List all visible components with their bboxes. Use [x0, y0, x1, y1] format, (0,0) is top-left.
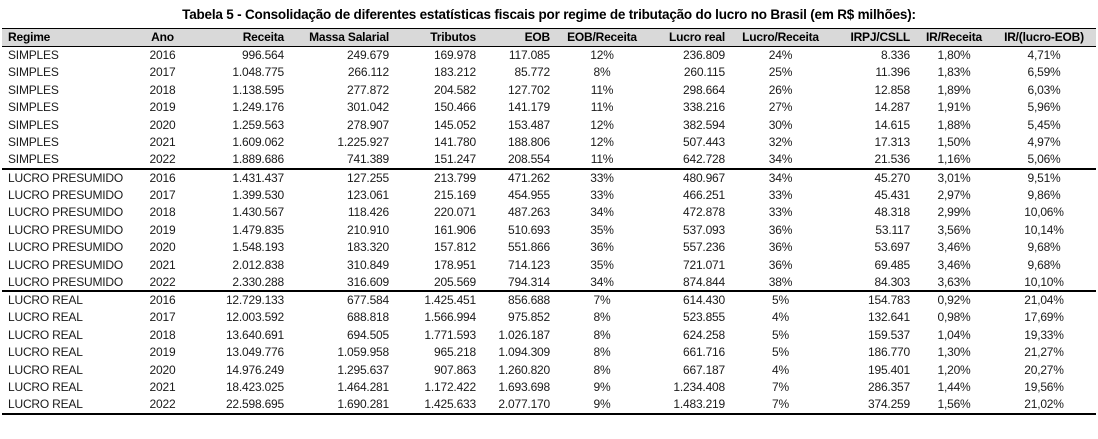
column-header-lucro-receita: Lucro/Receita	[731, 29, 830, 47]
column-header-ir-lucro-eob: IR/(lucro-EOB)	[992, 29, 1096, 47]
cell-irpj-csll: 17.313	[874, 135, 910, 150]
cell-ir-receita: 1,91%	[937, 100, 971, 115]
cell-tributos: 1.425.633	[424, 397, 476, 412]
cell-irpj-csll: 53.117	[875, 222, 910, 237]
cell-irpj-csll: 195.401	[868, 362, 910, 377]
column-header-eob: EOB	[482, 29, 556, 47]
cell-eob: 2.077.170	[498, 397, 550, 412]
column-header-receita: Receita	[185, 29, 290, 47]
cell-ano: 2019	[149, 222, 176, 237]
cell-ir-lucro-eob: 9,86%	[1027, 187, 1061, 202]
cell-ano: 2020	[149, 117, 176, 132]
cell-ir-receita: 0,98%	[937, 310, 971, 325]
table-title: Tabela 5 - Consolidação de diferentes estatísticas fiscais por regime de tributação do lucro no Brasil (em R$ milhões):	[182, 7, 916, 22]
cell-ano: 2019	[149, 345, 176, 360]
cell-lucro-receita: 36%	[768, 257, 793, 272]
cell-receita: 1.138.595	[232, 82, 284, 97]
cell-massa-salarial: 277.872	[347, 82, 389, 97]
cell-ir-receita: 1,30%	[937, 345, 971, 360]
cell-lucro-receita: 36%	[768, 240, 793, 255]
table-row-simples-2021	[2, 134, 1096, 152]
cell-ano: 2019	[149, 100, 176, 115]
cell-ir-lucro-eob: 4,71%	[1027, 48, 1061, 62]
cell-massa-salarial: 1.464.281	[337, 380, 389, 395]
cell-ir-receita: 3,46%	[937, 257, 971, 272]
column-header-regime: Regime	[2, 29, 140, 47]
cell-lucro-real: 642.728	[683, 152, 725, 167]
cell-ir-receita: 1,44%	[937, 380, 971, 395]
cell-massa-salarial: 310.849	[347, 257, 389, 272]
cell-lucro-real: 382.594	[683, 117, 725, 132]
cell-lucro-real: 661.716	[683, 345, 725, 360]
cell-lucro-receita: 38%	[768, 274, 793, 289]
regime-cell: SIMPLES	[8, 100, 59, 115]
cell-ano: 2021	[149, 380, 176, 395]
cell-ir-receita: 1,50%	[937, 135, 971, 150]
cell-eob-receita: 35%	[590, 222, 614, 237]
cell-ano: 2021	[149, 135, 176, 150]
cell-receita: 2.012.838	[232, 257, 284, 272]
cell-irpj-csll: 132.641	[868, 310, 910, 325]
cell-tributos: 220.071	[434, 205, 476, 220]
table-row-lucro-real-2022	[2, 396, 1096, 414]
cell-lucro-real: 260.115	[683, 65, 725, 80]
table-row-lucro-presumido-2017	[2, 186, 1096, 204]
cell-lucro-receita: 5%	[731, 291, 830, 309]
cell-lucro-real: 472.878	[683, 205, 725, 220]
table-row-lucro-real-2016	[2, 291, 1096, 309]
regime-cell: LUCRO REAL	[8, 380, 83, 395]
cell-ir-lucro-eob: 5,06%	[1027, 152, 1061, 167]
cell-eob-receita: 11%	[590, 100, 614, 115]
cell-irpj-csll: 53.697	[874, 240, 910, 255]
cell-massa-salarial: 266.112	[347, 65, 389, 80]
column-header-tributos: Tributos	[395, 29, 482, 47]
cell-massa-salarial: 1.295.637	[337, 362, 389, 377]
cell-eob-receita: 12%	[590, 117, 614, 132]
cell-massa-salarial: 278.907	[347, 117, 389, 132]
table-row-lucro-presumido-2020	[2, 239, 1096, 257]
regime-cell: LUCRO REAL	[8, 345, 83, 360]
cell-receita: 1.609.062	[232, 135, 284, 150]
cell-ano: 2016	[140, 169, 185, 187]
cell-ir-lucro-eob: 21,04%	[992, 291, 1096, 309]
cell-receita: 1.889.686	[232, 152, 284, 167]
cell-massa-salarial: 677.584	[290, 291, 395, 309]
cell-massa-salarial: 688.818	[347, 310, 389, 325]
cell-lucro-receita: 24%	[768, 48, 793, 62]
cell-receita: 1.548.193	[232, 240, 284, 255]
cell-ano: 2017	[149, 65, 176, 80]
regime-cell: LUCRO REAL	[8, 310, 83, 325]
cell-ir-receita: 3,56%	[937, 222, 971, 237]
cell-tributos: 205.569	[434, 274, 476, 289]
cell-massa-salarial: 127.255	[290, 169, 395, 187]
cell-lucro-real: 874.844	[683, 274, 725, 289]
cell-ir-lucro-eob: 6,03%	[1027, 82, 1061, 97]
cell-lucro-receita: 27%	[768, 100, 793, 115]
cell-lucro-receita: 34%	[731, 169, 830, 187]
cell-eob-receita: 34%	[590, 274, 614, 289]
cell-eob: 471.262	[482, 169, 556, 187]
regime-cell: LUCRO REAL	[2, 291, 140, 309]
cell-eob: 1.094.309	[498, 345, 550, 360]
cell-irpj-csll: 45.270	[830, 169, 916, 187]
cell-ano: 2020	[149, 240, 176, 255]
cell-massa-salarial: 249.679	[347, 48, 389, 62]
cell-ir-lucro-eob: 6,59%	[1027, 65, 1061, 80]
cell-receita: 1.479.835	[232, 222, 284, 237]
cell-irpj-csll: 186.770	[868, 345, 910, 360]
cell-ir-receita: 1,16%	[937, 152, 971, 167]
cell-eob: 1.026.187	[498, 327, 550, 342]
cell-lucro-receita: 5%	[772, 327, 789, 342]
regime-cell: LUCRO PRESUMIDO	[8, 240, 124, 255]
cell-ir-receita: 3,01%	[916, 169, 992, 187]
cell-tributos: 169.978	[434, 48, 476, 62]
cell-irpj-csll: 45.431	[874, 187, 910, 202]
cell-ano: 2021	[149, 257, 176, 272]
cell-eob-receita: 11%	[590, 82, 614, 97]
cell-eob-receita: 36%	[590, 240, 614, 255]
cell-lucro-receita: 36%	[768, 222, 793, 237]
table-row-simples-2020	[2, 116, 1096, 134]
cell-tributos: 1.172.422	[424, 380, 476, 395]
table-row-lucro-real-2019	[2, 344, 1096, 362]
cell-lucro-real: 480.967	[648, 169, 731, 187]
cell-ir-lucro-eob: 9,68%	[1027, 257, 1061, 272]
cell-eob-receita: 9%	[593, 397, 611, 412]
cell-irpj-csll: 11.396	[875, 65, 910, 80]
cell-tributos: 1.771.593	[424, 327, 476, 342]
cell-eob: 188.806	[508, 135, 550, 150]
fiscal-statistics-table	[2, 28, 1096, 415]
cell-receita: 1.430.567	[232, 205, 284, 220]
table-row-lucro-presumido-2021	[2, 256, 1096, 274]
cell-eob-receita: 12%	[590, 48, 614, 62]
cell-receita: 1.431.437	[185, 169, 290, 187]
regime-cell: LUCRO PRESUMIDO	[8, 257, 124, 272]
cell-eob: 208.554	[508, 152, 550, 167]
cell-eob-receita: 33%	[590, 187, 614, 202]
table-row-simples-2018	[2, 81, 1096, 99]
regime-cell: SIMPLES	[8, 135, 59, 150]
cell-receita: 1.249.176	[232, 100, 284, 115]
cell-receita: 18.423.025	[225, 380, 284, 395]
cell-ano: 2016	[149, 48, 176, 62]
cell-tributos: 151.247	[434, 152, 476, 167]
regime-cell: SIMPLES	[8, 82, 59, 97]
cell-massa-salarial: 741.389	[347, 152, 389, 167]
cell-massa-salarial: 210.910	[347, 222, 389, 237]
cell-receita: 13.640.691	[225, 327, 284, 342]
cell-eob: 141.179	[508, 100, 550, 115]
cell-eob: 1.693.698	[498, 380, 550, 395]
cell-ir-receita: 1,89%	[937, 82, 971, 97]
cell-eob: 127.702	[508, 82, 550, 97]
cell-eob: 1.260.820	[498, 362, 550, 377]
cell-tributos: 204.582	[434, 82, 476, 97]
cell-receita: 22.598.695	[225, 397, 284, 412]
regime-cell: LUCRO PRESUMIDO	[2, 169, 140, 187]
cell-eob-receita: 8%	[593, 327, 611, 342]
cell-eob: 153.487	[508, 117, 550, 132]
cell-lucro-real: 1.483.219	[673, 397, 725, 412]
cell-massa-salarial: 301.042	[347, 100, 389, 115]
cell-receita: 1.048.775	[232, 65, 284, 80]
cell-ano: 2018	[149, 327, 176, 342]
cell-massa-salarial: 1.225.927	[337, 135, 389, 150]
table-body	[2, 46, 1096, 414]
cell-ir-receita: 2,97%	[937, 187, 971, 202]
cell-eob: 714.123	[508, 257, 550, 272]
cell-receita: 996.564	[242, 48, 284, 62]
header-row	[2, 29, 1096, 47]
cell-tributos: 965.218	[434, 345, 476, 360]
cell-ano: 2017	[149, 187, 176, 202]
cell-massa-salarial: 118.426	[347, 205, 389, 220]
cell-tributos: 183.212	[434, 65, 476, 80]
column-header-irpj-csll: IRPJ/CSLL	[830, 29, 916, 47]
cell-ir-receita: 3,63%	[937, 274, 971, 289]
cell-massa-salarial: 1.059.958	[337, 345, 389, 360]
cell-lucro-real: 236.809	[683, 48, 725, 62]
cell-irpj-csll: 69.485	[874, 257, 910, 272]
cell-eob-receita: 11%	[590, 152, 614, 167]
cell-ir-lucro-eob: 9,68%	[1027, 240, 1061, 255]
cell-receita: 13.049.776	[225, 345, 284, 360]
cell-lucro-receita: 4%	[772, 310, 789, 325]
cell-lucro-receita: 7%	[772, 380, 789, 395]
table-row-lucro-presumido-2016	[2, 169, 1096, 187]
cell-receita: 12.729.133	[185, 291, 290, 309]
table-row-lucro-real-2020	[2, 361, 1096, 379]
cell-irpj-csll: 84.303	[874, 274, 910, 289]
cell-ir-lucro-eob: 5,96%	[1027, 100, 1061, 115]
cell-lucro-real: 523.855	[683, 310, 725, 325]
cell-irpj-csll: 286.357	[868, 380, 910, 395]
cell-lucro-real: 507.443	[683, 135, 725, 150]
cell-eob: 510.693	[508, 222, 550, 237]
cell-massa-salarial: 694.505	[347, 327, 389, 342]
cell-ano: 2016	[140, 291, 185, 309]
cell-irpj-csll: 14.615	[874, 117, 910, 132]
cell-massa-salarial: 1.690.281	[337, 397, 389, 412]
cell-ir-lucro-eob: 5,45%	[1027, 117, 1061, 132]
regime-cell: SIMPLES	[8, 117, 59, 132]
cell-tributos: 145.052	[434, 117, 476, 132]
cell-eob: 117.085	[508, 48, 550, 62]
cell-ir-lucro-eob: 21,02%	[1024, 397, 1064, 412]
cell-tributos: 157.812	[434, 240, 476, 255]
cell-lucro-real: 667.187	[683, 362, 725, 377]
cell-ir-receita: 1,04%	[937, 327, 971, 342]
cell-eob-receita: 8%	[593, 310, 611, 325]
cell-ir-lucro-eob: 19,33%	[1024, 327, 1064, 342]
cell-massa-salarial: 183.320	[347, 240, 389, 255]
cell-tributos: 215.169	[434, 187, 476, 202]
cell-eob-receita: 7%	[556, 291, 648, 309]
table-row-lucro-presumido-2022	[2, 274, 1096, 292]
cell-ir-receita: 1,56%	[937, 397, 971, 412]
cell-lucro-receita: 25%	[768, 65, 793, 80]
cell-ir-lucro-eob: 9,51%	[992, 169, 1096, 187]
table-header	[2, 29, 1096, 47]
regime-cell: LUCRO REAL	[8, 327, 83, 342]
cell-lucro-receita: 33%	[768, 187, 793, 202]
cell-ir-lucro-eob: 10,10%	[1024, 274, 1064, 289]
cell-lucro-receita: 32%	[768, 135, 793, 150]
cell-ir-lucro-eob: 10,06%	[1024, 205, 1064, 220]
cell-ano: 2018	[149, 82, 176, 97]
table-row-lucro-real-2018	[2, 326, 1096, 344]
cell-lucro-receita: 7%	[772, 397, 789, 412]
cell-irpj-csll: 154.783	[830, 291, 916, 309]
cell-tributos: 907.863	[434, 362, 476, 377]
cell-lucro-real: 557.236	[683, 240, 725, 255]
cell-ir-lucro-eob: 21,27%	[1024, 345, 1064, 360]
cell-eob: 794.314	[508, 274, 550, 289]
cell-ir-lucro-eob: 19,56%	[1024, 380, 1064, 395]
table-row-lucro-real-2021	[2, 379, 1096, 397]
cell-eob-receita: 8%	[593, 65, 611, 80]
table-row-lucro-real-2017	[2, 309, 1096, 327]
cell-irpj-csll: 159.537	[868, 327, 910, 342]
cell-lucro-receita: 34%	[768, 152, 793, 167]
cell-eob: 487.263	[508, 205, 550, 220]
cell-massa-salarial: 316.609	[347, 274, 389, 289]
cell-lucro-real: 614.430	[648, 291, 731, 309]
cell-massa-salarial: 123.061	[347, 187, 389, 202]
regime-cell: LUCRO PRESUMIDO	[8, 205, 124, 220]
cell-eob-receita: 33%	[556, 169, 648, 187]
cell-lucro-receita: 26%	[768, 82, 793, 97]
table-row-simples-2017	[2, 64, 1096, 82]
cell-tributos: 1.566.994	[424, 310, 476, 325]
regime-cell: SIMPLES	[8, 152, 59, 167]
cell-tributos: 1.425.451	[395, 291, 482, 309]
cell-receita: 2.330.288	[232, 274, 284, 289]
cell-eob: 975.852	[508, 310, 550, 325]
table-row-lucro-presumido-2018	[2, 204, 1096, 222]
cell-ir-receita: 1,20%	[937, 362, 971, 377]
cell-ir-receita: 1,88%	[937, 117, 971, 132]
cell-tributos: 213.799	[395, 169, 482, 187]
column-header-ir-receita: IR/Receita	[916, 29, 992, 47]
column-header-massa-salarial: Massa Salarial	[290, 29, 395, 47]
cell-ir-lucro-eob: 17,69%	[1024, 310, 1064, 325]
cell-irpj-csll: 48.318	[874, 205, 910, 220]
cell-ano: 2020	[149, 362, 176, 377]
regime-cell: LUCRO PRESUMIDO	[8, 187, 124, 202]
cell-eob-receita: 12%	[590, 135, 614, 150]
cell-receita: 14.976.249	[225, 362, 284, 377]
cell-eob: 85.772	[514, 65, 550, 80]
cell-ano: 2018	[149, 205, 176, 220]
cell-lucro-receita: 33%	[768, 205, 793, 220]
cell-lucro-real: 338.216	[683, 100, 725, 115]
cell-irpj-csll: 12.858	[874, 82, 910, 97]
cell-ano: 2022	[149, 152, 176, 167]
cell-eob: 856.688	[482, 291, 556, 309]
cell-ir-receita: 0,92%	[916, 291, 992, 309]
cell-receita: 1.399.530	[232, 187, 284, 202]
cell-eob: 454.955	[508, 187, 550, 202]
cell-lucro-real: 721.071	[683, 257, 725, 272]
cell-lucro-real: 537.093	[683, 222, 725, 237]
cell-tributos: 161.906	[434, 222, 476, 237]
cell-eob-receita: 9%	[593, 380, 611, 395]
cell-ir-receita: 3,46%	[937, 240, 971, 255]
cell-receita: 1.259.563	[232, 117, 284, 132]
cell-tributos: 150.466	[434, 100, 476, 115]
cell-irpj-csll: 14.287	[874, 100, 910, 115]
cell-lucro-real: 1.234.408	[673, 380, 725, 395]
table-row-lucro-presumido-2019	[2, 221, 1096, 239]
table-row-simples-2022	[2, 151, 1096, 169]
cell-ir-lucro-eob: 4,97%	[1027, 135, 1061, 150]
cell-receita: 12.003.592	[225, 310, 284, 325]
cell-tributos: 178.951	[434, 257, 476, 272]
cell-lucro-receita: 5%	[772, 345, 789, 360]
cell-ano: 2022	[149, 274, 176, 289]
table-row-simples-2019	[2, 99, 1096, 117]
cell-eob-receita: 8%	[593, 345, 611, 360]
cell-ano: 2017	[149, 310, 176, 325]
cell-irpj-csll: 374.259	[868, 397, 910, 412]
cell-tributos: 141.780	[434, 135, 476, 150]
column-header-ano: Ano	[140, 29, 185, 47]
regime-cell: LUCRO PRESUMIDO	[8, 274, 124, 289]
cell-ir-receita: 1,80%	[937, 48, 971, 62]
cell-ir-lucro-eob: 20,27%	[1024, 362, 1064, 377]
cell-ir-lucro-eob: 10,14%	[1024, 222, 1064, 237]
column-header-lucro-real: Lucro real	[648, 29, 731, 47]
cell-lucro-receita: 30%	[768, 117, 793, 132]
cell-eob: 551.866	[508, 240, 550, 255]
cell-lucro-real: 298.664	[683, 82, 725, 97]
cell-lucro-real: 466.251	[683, 187, 725, 202]
cell-eob-receita: 35%	[590, 257, 614, 272]
cell-eob-receita: 8%	[593, 362, 611, 377]
regime-cell: LUCRO PRESUMIDO	[8, 222, 124, 237]
cell-lucro-real: 624.258	[683, 327, 725, 342]
cell-irpj-csll: 21.536	[874, 152, 910, 167]
regime-cell: SIMPLES	[8, 48, 59, 62]
cell-ir-receita: 1,83%	[937, 65, 971, 80]
cell-lucro-receita: 4%	[772, 362, 789, 377]
cell-irpj-csll: 8.336	[880, 48, 910, 62]
column-header-eob-receita: EOB/Receita	[556, 29, 648, 47]
table-row-simples-2016	[2, 46, 1096, 64]
regime-cell: LUCRO REAL	[8, 362, 83, 377]
cell-ir-receita: 2,99%	[937, 205, 971, 220]
regime-cell: SIMPLES	[8, 65, 59, 80]
regime-cell: LUCRO REAL	[8, 397, 83, 412]
cell-eob-receita: 34%	[590, 205, 614, 220]
cell-ano: 2022	[149, 397, 176, 412]
